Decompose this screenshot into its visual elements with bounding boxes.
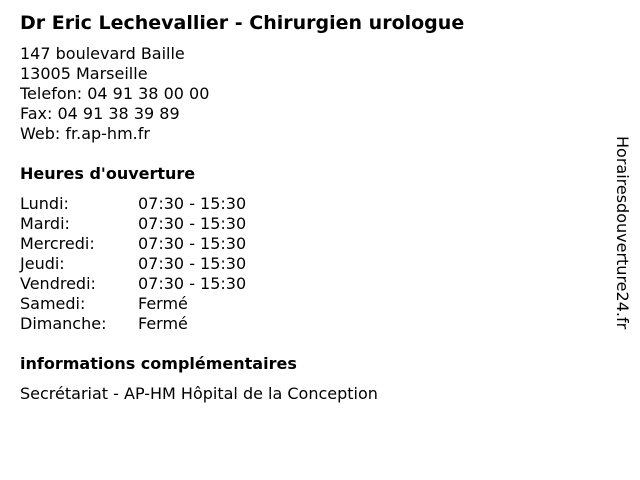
time-value: 07:30 - 15:30 (138, 214, 247, 233)
hours-row-friday (20, 274, 246, 294)
additional-info-text: Secrétariat - AP-HM Hôpital de la Conception (20, 384, 378, 403)
phone-number[interactable]: Telefon: 04 91 38 00 00 (20, 84, 210, 103)
time-value: 07:30 - 15:30 (138, 274, 247, 293)
time-value: 07:30 - 15:30 (138, 194, 247, 213)
day-label: Jeudi: (20, 254, 65, 273)
time-value: 07:30 - 15:30 (138, 234, 247, 253)
day-label: Lundi: (20, 194, 69, 213)
opening-hours-table (20, 194, 246, 334)
opening-hours-heading: Heures d'ouverture (20, 164, 196, 183)
hours-row-thursday (20, 254, 246, 274)
hours-row-sunday (20, 314, 246, 334)
contact-info (20, 44, 209, 144)
hours-row-saturday (20, 294, 246, 314)
additional-info-heading: informations complémentaires (20, 354, 297, 373)
fax-number: Fax: 04 91 38 39 89 (20, 104, 180, 123)
day-label: Mercredi: (20, 234, 95, 253)
hours-row-monday (20, 194, 246, 214)
address-city: 13005 Marseille (20, 64, 148, 83)
time-value: Fermé (138, 294, 188, 313)
address-street: 147 boulevard Baille (20, 44, 185, 63)
hours-row-tuesday (20, 214, 246, 234)
page-title: Dr Eric Lechevallier - Chirurgien urologue (20, 12, 465, 34)
hours-row-wednesday (20, 234, 246, 254)
site-watermark: Horairesdouverture24.fr (613, 136, 632, 330)
website-link[interactable]: Web: fr.ap-hm.fr (20, 124, 150, 143)
time-value: 07:30 - 15:30 (138, 254, 247, 273)
time-value: Fermé (138, 314, 188, 333)
day-label: Vendredi: (20, 274, 96, 293)
day-label: Samedi: (20, 294, 86, 313)
day-label: Dimanche: (20, 314, 107, 333)
day-label: Mardi: (20, 214, 70, 233)
